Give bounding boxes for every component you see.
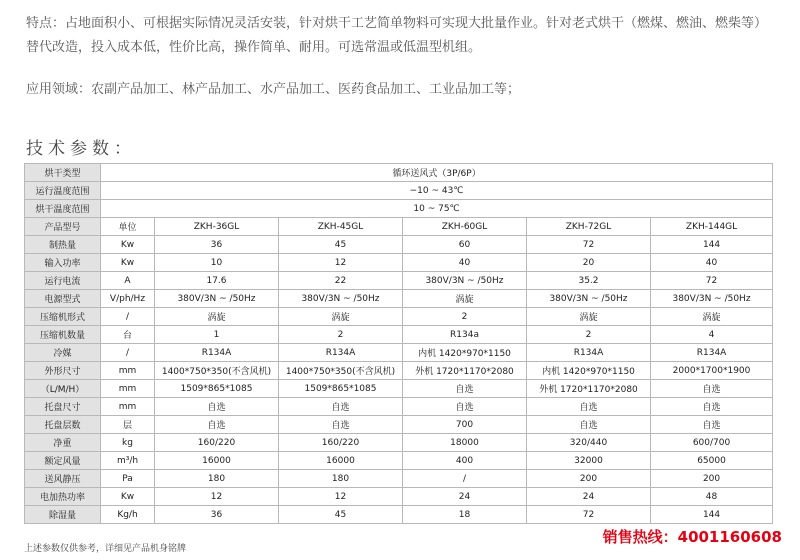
value-cell: 180 bbox=[279, 470, 403, 488]
value-cell: R134A bbox=[155, 344, 279, 362]
value-cell: ZKH-144GL bbox=[651, 218, 773, 236]
value-cell: 涡旋 bbox=[403, 290, 527, 308]
value-cell: 1 bbox=[155, 326, 279, 344]
unit-cell: Kw bbox=[101, 236, 155, 254]
unit-cell: mm bbox=[101, 362, 155, 380]
value-cell: 22 bbox=[279, 272, 403, 290]
value-cell: 144 bbox=[651, 506, 773, 524]
row-label: 电源型式 bbox=[25, 290, 101, 308]
value-cell: ZKH-72GL bbox=[527, 218, 651, 236]
row-label: 送风静压 bbox=[25, 470, 101, 488]
table-row bbox=[25, 398, 773, 416]
value-cell: 24 bbox=[527, 488, 651, 506]
value-cell: 380V/3N ~ /50Hz bbox=[155, 290, 279, 308]
span-value: 10 ~ 75℃ bbox=[101, 200, 773, 218]
value-cell: 32000 bbox=[527, 452, 651, 470]
row-label: 除湿量 bbox=[25, 506, 101, 524]
table-row bbox=[25, 182, 773, 200]
table-row bbox=[25, 470, 773, 488]
table-row bbox=[25, 218, 773, 236]
unit-cell: kg bbox=[101, 434, 155, 452]
value-cell: 40 bbox=[403, 254, 527, 272]
value-cell: 72 bbox=[527, 506, 651, 524]
intro-text bbox=[26, 12, 786, 102]
unit-cell: mm bbox=[101, 380, 155, 398]
value-cell: 自选 bbox=[155, 398, 279, 416]
value-cell: 380V/3N ~ /50Hz bbox=[651, 290, 773, 308]
features-line-2: 替代改造，投入成本低，性价比高，操作简单、耐用。可选常温或低温型机组。 bbox=[26, 40, 482, 55]
row-label: 烘干温度范围 bbox=[25, 200, 101, 218]
value-cell: 内机 1420*970*1150 bbox=[527, 362, 651, 380]
value-cell: 180 bbox=[155, 470, 279, 488]
table-row bbox=[25, 326, 773, 344]
unit-cell: 单位 bbox=[101, 218, 155, 236]
table-row bbox=[25, 362, 773, 380]
application-line: 应用领域：农副产品加工、林产品加工、水产品加工、医药食品加工、工业品加工等； bbox=[26, 82, 521, 97]
section-title: 技术参数： bbox=[26, 139, 136, 159]
value-cell: 40 bbox=[651, 254, 773, 272]
row-label: 电加热功率 bbox=[25, 488, 101, 506]
value-cell: 2 bbox=[279, 326, 403, 344]
row-label: 冷媒 bbox=[25, 344, 101, 362]
value-cell: ZKH-36GL bbox=[155, 218, 279, 236]
unit-cell: / bbox=[101, 344, 155, 362]
value-cell: R134a bbox=[403, 326, 527, 344]
row-label: 制热量 bbox=[25, 236, 101, 254]
row-label: 额定风量 bbox=[25, 452, 101, 470]
value-cell: 自选 bbox=[279, 416, 403, 434]
value-cell: 自选 bbox=[403, 380, 527, 398]
value-cell: 36 bbox=[155, 236, 279, 254]
value-cell: R134A bbox=[527, 344, 651, 362]
value-cell: ZKH-60GL bbox=[403, 218, 527, 236]
table-row bbox=[25, 200, 773, 218]
value-cell: 600/700 bbox=[651, 434, 773, 452]
value-cell: 4 bbox=[651, 326, 773, 344]
value-cell: 内机 1420*970*1150 bbox=[403, 344, 527, 362]
value-cell: 涡旋 bbox=[155, 308, 279, 326]
table-row bbox=[25, 434, 773, 452]
sales-hotline: 销售热线：4001160608 bbox=[601, 525, 784, 548]
value-cell: 36 bbox=[155, 506, 279, 524]
value-cell: 380V/3N ~ /50Hz bbox=[279, 290, 403, 308]
row-label: 输入功率 bbox=[25, 254, 101, 272]
value-cell: R134A bbox=[279, 344, 403, 362]
unit-cell: 层 bbox=[101, 416, 155, 434]
row-label: 产品型号 bbox=[25, 218, 101, 236]
value-cell: 48 bbox=[651, 488, 773, 506]
value-cell: 涡旋 bbox=[651, 308, 773, 326]
value-cell: 35.2 bbox=[527, 272, 651, 290]
table-row bbox=[25, 164, 773, 182]
value-cell: 涡旋 bbox=[527, 308, 651, 326]
unit-cell: / bbox=[101, 308, 155, 326]
value-cell: 自选 bbox=[651, 380, 773, 398]
value-cell: 65000 bbox=[651, 452, 773, 470]
value-cell: 2 bbox=[403, 308, 527, 326]
value-cell: 16000 bbox=[155, 452, 279, 470]
value-cell: 自选 bbox=[279, 398, 403, 416]
value-cell: 16000 bbox=[279, 452, 403, 470]
value-cell: 1400*750*350(不含风机) bbox=[155, 362, 279, 380]
value-cell: 700 bbox=[403, 416, 527, 434]
value-cell: 外机 1720*1170*2080 bbox=[527, 380, 651, 398]
table-row bbox=[25, 290, 773, 308]
table-row bbox=[25, 488, 773, 506]
value-cell: 12 bbox=[279, 254, 403, 272]
value-cell: 320/440 bbox=[527, 434, 651, 452]
value-cell: ZKH-45GL bbox=[279, 218, 403, 236]
value-cell: 24 bbox=[403, 488, 527, 506]
row-label: 托盘层数 bbox=[25, 416, 101, 434]
span-value: −10 ~ 43℃ bbox=[101, 182, 773, 200]
value-cell: 1509*865*1085 bbox=[279, 380, 403, 398]
row-label: 外形尺寸 bbox=[25, 362, 101, 380]
value-cell: 60 bbox=[403, 236, 527, 254]
unit-cell: m³/h bbox=[101, 452, 155, 470]
value-cell: 2000*1700*1900 bbox=[651, 362, 773, 380]
unit-cell: A bbox=[101, 272, 155, 290]
value-cell: / bbox=[403, 470, 527, 488]
value-cell: 18000 bbox=[403, 434, 527, 452]
table-row bbox=[25, 416, 773, 434]
unit-cell: Kw bbox=[101, 254, 155, 272]
value-cell: 2 bbox=[527, 326, 651, 344]
value-cell: 自选 bbox=[527, 416, 651, 434]
unit-cell: 台 bbox=[101, 326, 155, 344]
value-cell: 外机 1720*1170*2080 bbox=[403, 362, 527, 380]
unit-cell: Kg/h bbox=[101, 506, 155, 524]
unit-cell: mm bbox=[101, 398, 155, 416]
value-cell: 1509*865*1085 bbox=[155, 380, 279, 398]
row-label: （L/M/H） bbox=[25, 380, 101, 398]
value-cell: R134A bbox=[651, 344, 773, 362]
table-row bbox=[25, 344, 773, 362]
row-label: 托盘尺寸 bbox=[25, 398, 101, 416]
footnote: 上述参数仅供参考，详细见产品机身铭牌 bbox=[24, 544, 187, 554]
value-cell: 160/220 bbox=[155, 434, 279, 452]
row-label: 运行电流 bbox=[25, 272, 101, 290]
value-cell: 400 bbox=[403, 452, 527, 470]
spec-table bbox=[24, 163, 773, 524]
table-row bbox=[25, 506, 773, 524]
value-cell: 45 bbox=[279, 236, 403, 254]
value-cell: 10 bbox=[155, 254, 279, 272]
value-cell: 1400*750*350(不含风机) bbox=[279, 362, 403, 380]
table-row bbox=[25, 236, 773, 254]
value-cell: 160/220 bbox=[279, 434, 403, 452]
table-row bbox=[25, 452, 773, 470]
row-label: 压缩机形式 bbox=[25, 308, 101, 326]
value-cell: 380V/3N ~ /50Hz bbox=[403, 272, 527, 290]
row-label: 压缩机数量 bbox=[25, 326, 101, 344]
value-cell: 72 bbox=[527, 236, 651, 254]
value-cell: 200 bbox=[651, 470, 773, 488]
value-cell: 12 bbox=[155, 488, 279, 506]
value-cell: 18 bbox=[403, 506, 527, 524]
value-cell: 20 bbox=[527, 254, 651, 272]
table-row bbox=[25, 272, 773, 290]
value-cell: 200 bbox=[527, 470, 651, 488]
value-cell: 12 bbox=[279, 488, 403, 506]
value-cell: 自选 bbox=[403, 398, 527, 416]
row-label: 运行温度范围 bbox=[25, 182, 101, 200]
row-label: 净重 bbox=[25, 434, 101, 452]
span-value: 循环送风式（3P/6P） bbox=[101, 164, 773, 182]
unit-cell: Kw bbox=[101, 488, 155, 506]
table-row bbox=[25, 308, 773, 326]
value-cell: 17.6 bbox=[155, 272, 279, 290]
value-cell: 144 bbox=[651, 236, 773, 254]
features-line-1: 特点：占地面积小、可根据实际情况灵活安装，针对烘干工艺简单物料可实现大批量作业。针对老式烘干（燃煤、燃油、燃柴等） bbox=[26, 16, 768, 31]
table-row bbox=[25, 254, 773, 272]
table-row bbox=[25, 380, 773, 398]
value-cell: 自选 bbox=[527, 398, 651, 416]
unit-cell: V/ph/Hz bbox=[101, 290, 155, 308]
value-cell: 自选 bbox=[651, 416, 773, 434]
unit-cell: Pa bbox=[101, 470, 155, 488]
value-cell: 72 bbox=[651, 272, 773, 290]
value-cell: 自选 bbox=[651, 398, 773, 416]
row-label: 烘干类型 bbox=[25, 164, 101, 182]
value-cell: 自选 bbox=[155, 416, 279, 434]
value-cell: 45 bbox=[279, 506, 403, 524]
value-cell: 涡旋 bbox=[279, 308, 403, 326]
value-cell: 380V/3N ~ /50Hz bbox=[527, 290, 651, 308]
